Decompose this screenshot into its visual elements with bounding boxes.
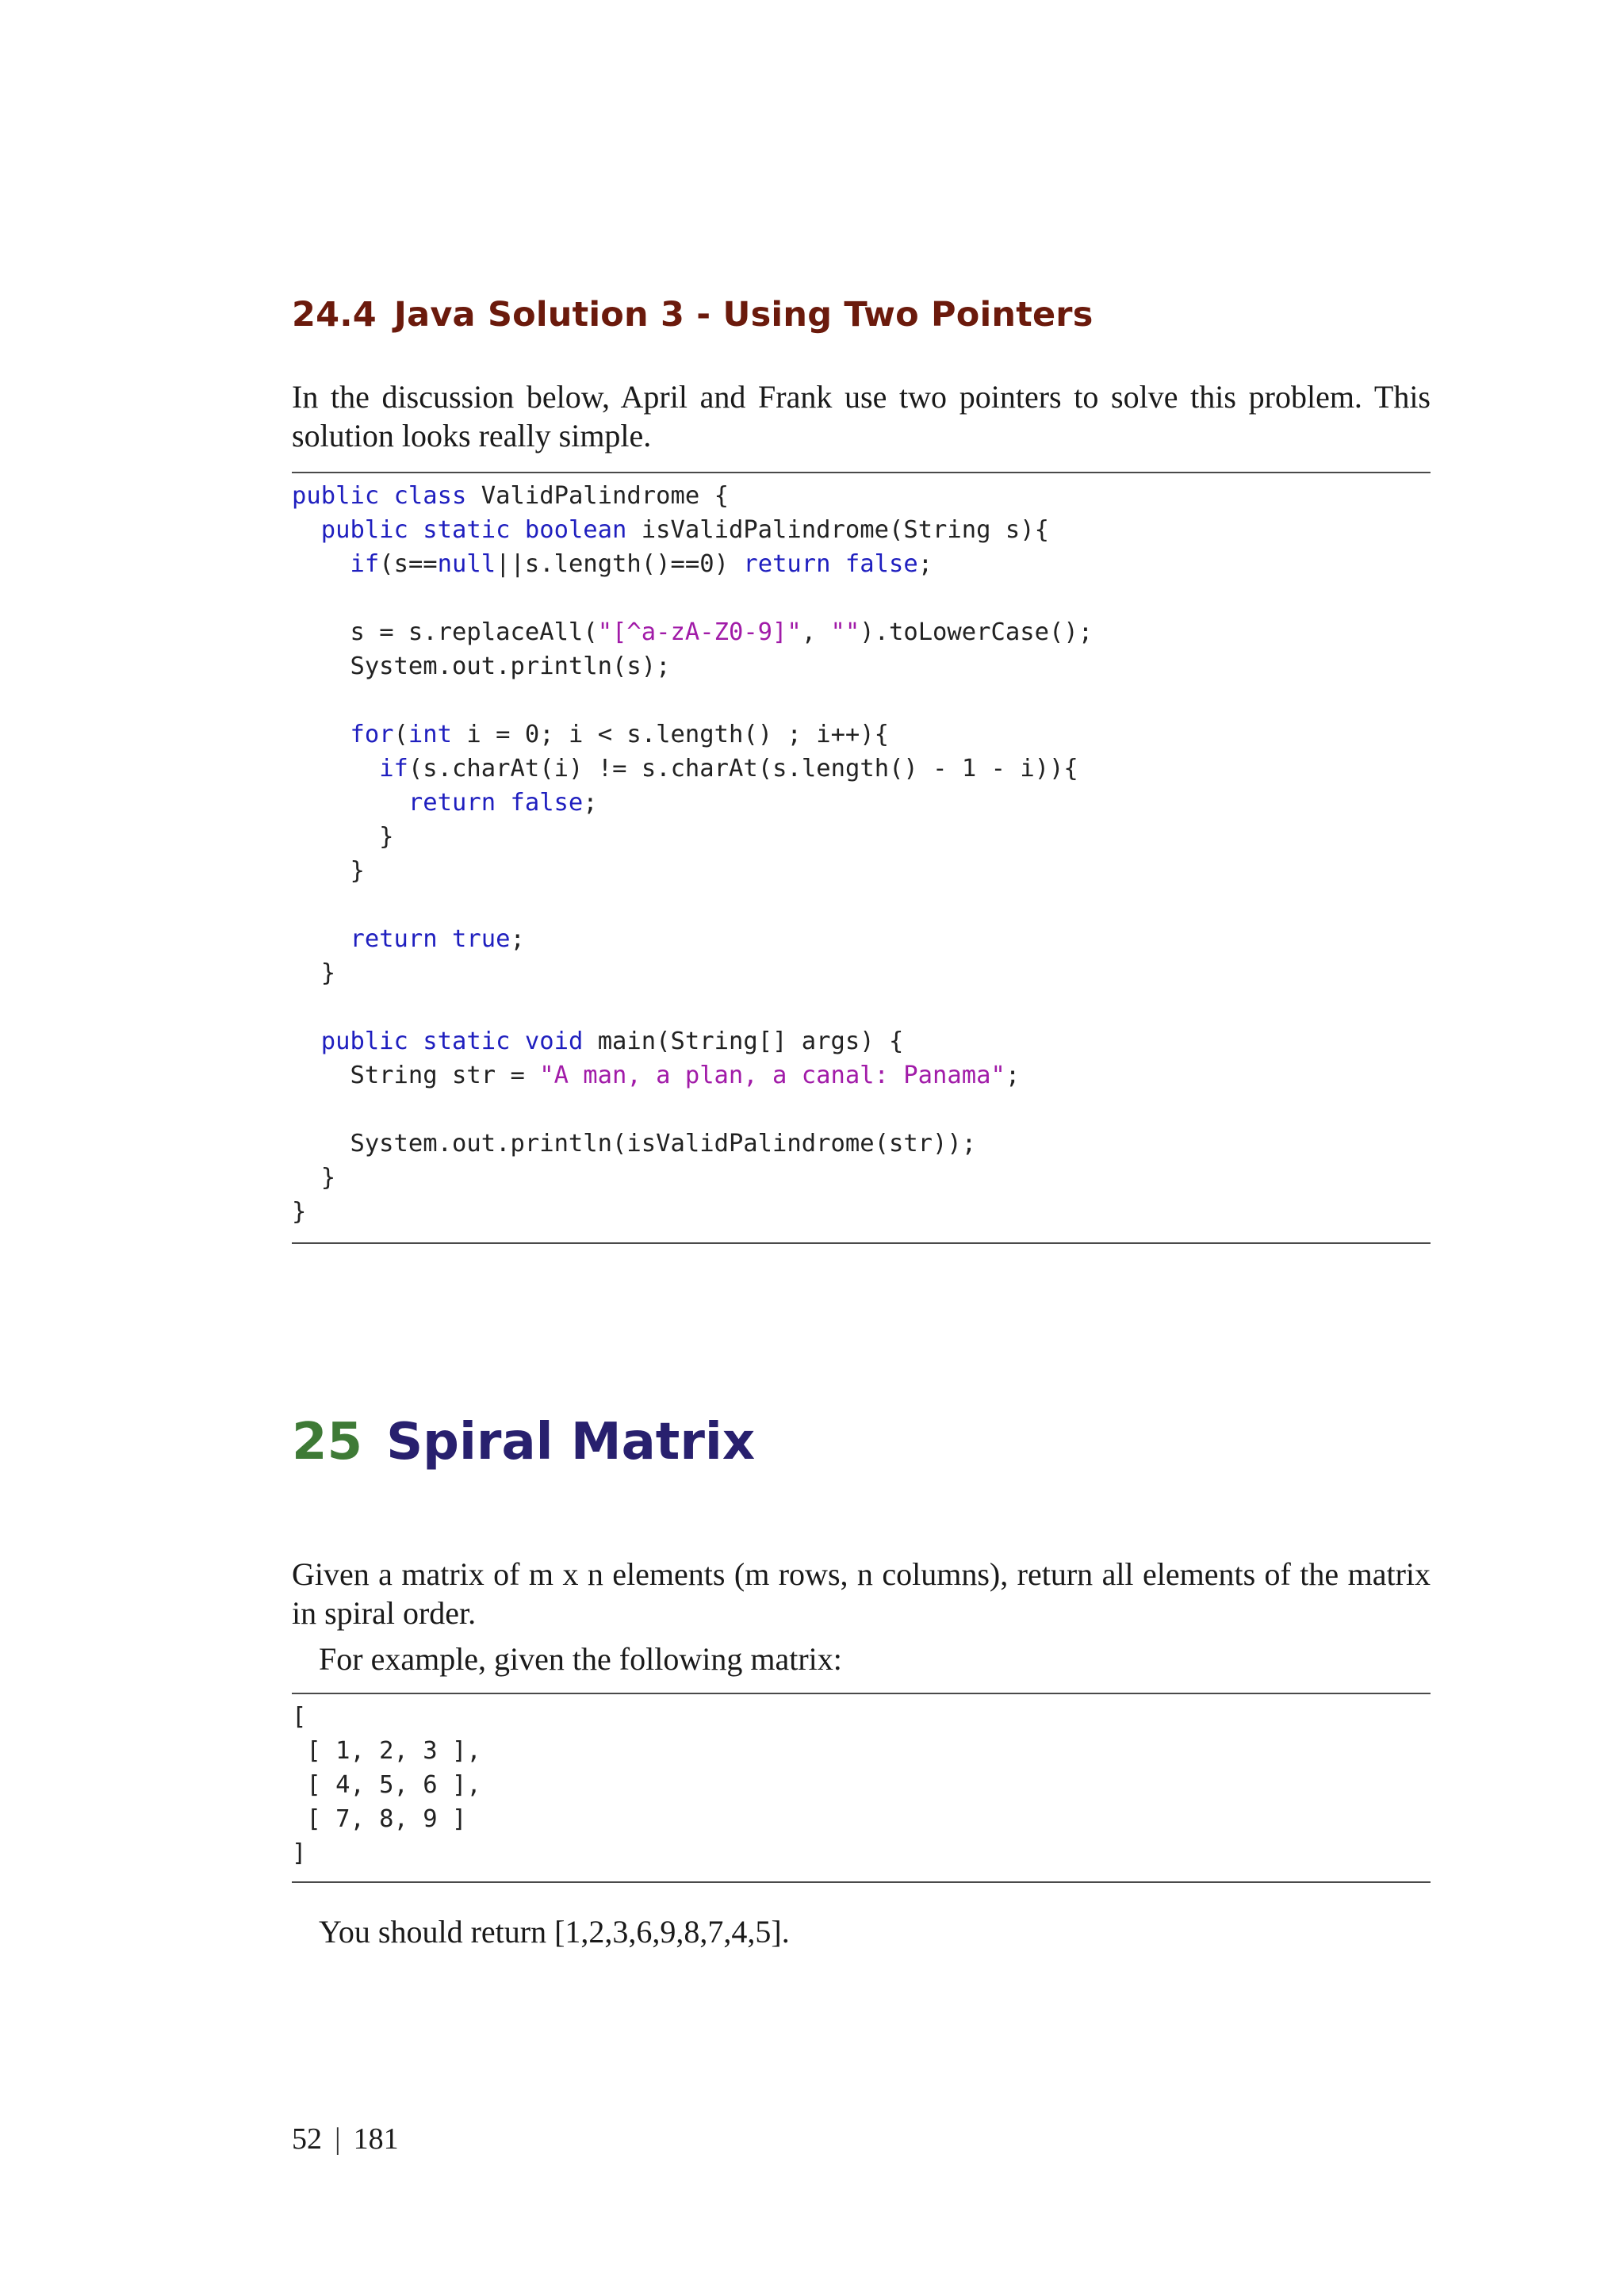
section-intro-paragraph: In the discussion below, April and Frank use two pointers to solve this problem. This solution looks really simple. [292,379,1431,453]
code-listing-top-rule [292,472,1431,473]
code-line: for(int i = 0; i < s.length() ; i++){ [350,721,890,748]
matrix-line: [ 1, 2, 3 ], [292,1737,481,1765]
code-line [292,683,1431,718]
chapter-title: Spiral Matrix [386,1413,756,1471]
section-title: Java Solution 3 - Using Two Pointers [393,295,1094,335]
matrix-line: [ 7, 8, 9 ] [292,1805,467,1833]
code-line: System.out.println(s); [350,652,671,680]
matrix-line: ] [292,1839,307,1867]
example-intro: For example, given the following matrix: [319,1641,842,1677]
code-line [292,990,1431,1024]
matrix-line: [ [292,1703,307,1731]
code-line: return false; [408,789,598,817]
code-line: } [292,857,365,885]
code-line [292,888,1431,922]
code-line: return true; [350,925,525,953]
code-line: if(s==null||s.length()==0) return false; [350,550,933,578]
code-line: public static void main(String[] args) { [320,1027,904,1055]
code-line: System.out.println(isValidPalindrome(str)); [350,1130,977,1158]
section-heading [292,295,1094,335]
code-line: public static boolean isValidPalindrome(String s){ [320,516,1049,544]
page-footer [292,2122,399,2156]
problem-statement: Given a matrix of m x n elements (m rows, n columns), return all elements of the matrix in spiral order. [292,1556,1431,1631]
chapter-number: 25 [292,1413,363,1471]
code-line: } [292,1198,307,1226]
matrix-line: [ 4, 5, 6 ], [292,1771,481,1799]
code-line: s = s.replaceAll("[^a-zA-Z0-9]", "").toLowerCase(); [350,618,1094,646]
page-number: 52 [292,2122,322,2156]
footer-separator: | [335,2122,341,2156]
java-code-listing [292,479,1431,1229]
code-line [292,1093,1431,1127]
code-line: } [292,1164,336,1192]
code-line: } [292,823,394,851]
code-line: if(s.charAt(i) != s.charAt(s.length() - 1 - i)){ [379,755,1078,783]
chapter-heading [292,1413,755,1471]
code-line [292,581,1431,615]
page-total: 181 [353,2122,399,2156]
expected-answer: You should return [1,2,3,6,9,8,7,4,5]. [319,1914,790,1950]
code-line: public class ValidPalindrome { [292,482,729,510]
code-line: String str = "A man, a plan, a canal: Panama"; [350,1062,1021,1089]
section-number: 24.4 [292,295,377,335]
matrix-listing [292,1700,1431,1870]
matrix-listing-top-rule [292,1693,1431,1694]
document-page [292,0,1431,2296]
matrix-listing-bottom-rule [292,1881,1431,1883]
code-line: } [292,959,336,987]
code-listing-bottom-rule [292,1242,1431,1244]
